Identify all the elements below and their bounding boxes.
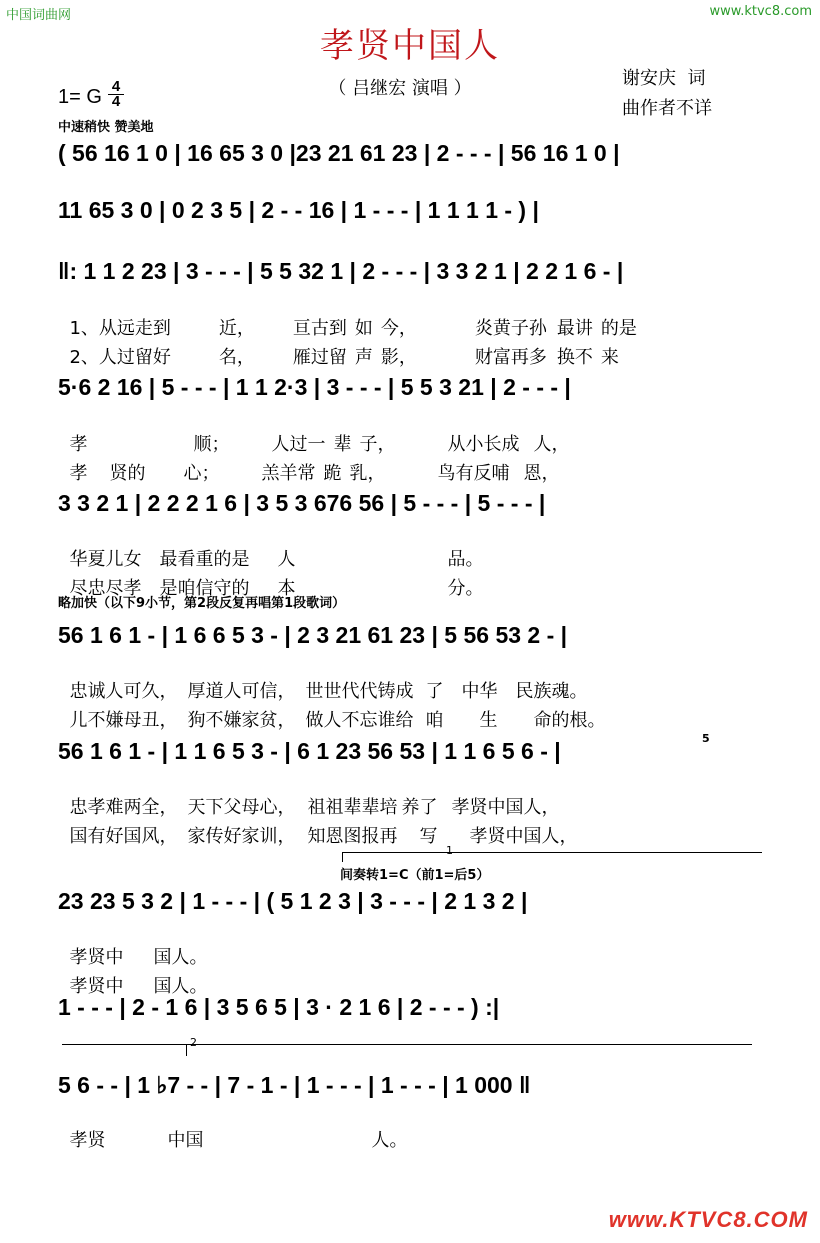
lyric-segment: 家传好家训， xyxy=(187,826,296,847)
key-signature: 1= G xyxy=(58,86,102,108)
notation-row-7: 56 1 6 1 - | 1 1 6 5 3 - | 6 1 23 56 53 | 1 1 6 5 6 - | xyxy=(58,738,561,764)
lyric-segment: 心； xyxy=(183,463,220,484)
lyric-segment: 顺； xyxy=(193,434,230,455)
lyric-segment: 民族魂。 xyxy=(515,681,588,702)
notation-row-3: ‖: 1 1 2 23 | 3 - - - | 5 5 32 1 | 2 - - - | 3 3 2 1 | 2 2 1 6 - | xyxy=(58,258,624,284)
lyric-segment: 分。 xyxy=(447,578,484,599)
singer-credit: （ 吕继宏 演唱 ） xyxy=(328,78,472,99)
lyric-segment: 2、人过留好 xyxy=(69,347,171,368)
lyric-segment: 近， xyxy=(218,318,255,339)
lyric-segment: 孝贤中国人， xyxy=(451,797,560,818)
lyric-segment: 儿不嫌母丑， xyxy=(69,710,178,731)
lyric-segment: 国有好国风， xyxy=(69,826,178,847)
notation-row-2: 11 65 3 0 | 0 2 3 5 | 2 - - 16 | 1 - - - | 1 1 1 1 - ) | xyxy=(58,197,539,223)
lyric-segment: 孝贤中 xyxy=(69,976,124,997)
interlude-note: 间奏转1=C（前1=后5） xyxy=(340,868,490,883)
volta-1-label: 1 xyxy=(446,844,453,857)
lyrics-row-6-verse-2 xyxy=(58,685,605,732)
lyric-segment: 孝贤 xyxy=(69,1130,106,1151)
lyric-segment: 声 xyxy=(354,347,373,368)
lyric-segment: 最讲 xyxy=(556,318,593,339)
lyric-segment: 辈 xyxy=(333,434,352,455)
lyric-segment: 祖祖辈辈培 xyxy=(307,797,398,818)
lyric-segment: 咱 xyxy=(425,710,444,731)
lyric-segment: 写 xyxy=(419,826,438,847)
lyrics-row-10 xyxy=(58,1105,407,1152)
lyric-segment: 养了 xyxy=(401,797,438,818)
site-watermark: www.KTVC8.COM xyxy=(608,1207,808,1232)
notation-row-8: 23 23 5 3 2 | 1 - - - | ( 5 1 2 3 | 3 - - - | 2 1 3 2 | xyxy=(58,888,528,914)
lyric-segment: 狗不嫌家贫， xyxy=(187,710,296,731)
lyric-segment: 换不 xyxy=(556,347,593,368)
lyric-segment: 的是 xyxy=(600,318,637,339)
lyric-segment: 孝 xyxy=(69,434,88,455)
lyric-segment: 孝贤中 xyxy=(69,947,124,968)
lyric-segment: 忠诚人可久， xyxy=(69,681,178,702)
lyric-segment: 本 xyxy=(277,578,296,599)
lyric-segment: 是咱信守的 xyxy=(159,578,250,599)
lyric-segment: 从小长成 xyxy=(447,434,520,455)
lyric-segment: 贤的 xyxy=(109,463,146,484)
lyric-segment: 品。 xyxy=(447,549,484,570)
lyric-segment: 来 xyxy=(600,347,619,368)
notation-row-1: ( 56 16 1 0 | 16 65 3 0 |23 21 61 23 | 2 - - - | 56 16 1 0 | xyxy=(58,140,620,166)
lyric-segment: 厚道人可信， xyxy=(187,681,296,702)
lyrics-row-7-verse-2 xyxy=(58,801,577,848)
lyric-segment: 忠孝难两全， xyxy=(69,797,178,818)
volta-2-label: 2 xyxy=(190,1036,197,1049)
site-name-left[interactable]: 中国词曲网 xyxy=(6,8,72,23)
lyric-segment: 做人不忘谁给 xyxy=(305,710,414,731)
lyric-segment: 国人。 xyxy=(153,976,208,997)
lyric-segment: 雁过留 xyxy=(292,347,347,368)
lyric-segment: 中华 xyxy=(461,681,498,702)
lyric-segment: 羔羊常 xyxy=(261,463,316,484)
site-url-right[interactable]: www.ktvc8.com xyxy=(709,4,812,19)
lyricist-credit: 谢安庆 词 xyxy=(622,68,706,89)
section-note: 略加快（以下9小节，第2段反复再唱第1段歌词） xyxy=(58,596,346,611)
lyric-segment: 中国 xyxy=(167,1130,204,1151)
lyric-segment: 人 xyxy=(277,549,296,570)
time-signature xyxy=(108,80,124,109)
lyric-segment: 人过一 xyxy=(271,434,326,455)
lyric-segment: 华夏儿女 xyxy=(69,549,142,570)
lyric-segment: 命的根。 xyxy=(533,710,606,731)
grace-note: 5 xyxy=(702,732,710,745)
lyric-segment: 今， xyxy=(380,318,417,339)
lyrics-row-8-verse-2 xyxy=(58,951,207,998)
lyric-segment: 天下父母心， xyxy=(187,797,296,818)
lyric-segment: 财富再多 xyxy=(474,347,547,368)
lyric-segment: 人， xyxy=(533,434,570,455)
lyric-segment: 尽忠尽孝 xyxy=(69,578,142,599)
time-top: 4 xyxy=(111,78,121,95)
volta-bracket-2-tick xyxy=(186,1044,187,1056)
song-title: 孝贤中国人 xyxy=(320,26,500,66)
lyric-segment: 鸟有反哺 xyxy=(437,463,510,484)
lyric-segment: 名， xyxy=(218,347,255,368)
lyric-segment: 孝贤中国人， xyxy=(469,826,578,847)
volta-bracket-1 xyxy=(342,852,762,853)
lyric-segment: 恩， xyxy=(523,463,560,484)
composer-credit: 曲作者不详 xyxy=(622,98,712,119)
lyric-segment: 了 xyxy=(425,681,444,702)
lyric-segment: 炎黄子孙 xyxy=(474,318,547,339)
lyric-segment: 影， xyxy=(380,347,417,368)
lyrics-row-3-verse-2 xyxy=(58,322,619,369)
lyric-segment: 最看重的是 xyxy=(159,549,250,570)
notation-row-6: 56 1 6 1 - | 1 6 6 5 3 - | 2 3 21 61 23 | 5 56 53 2 - | xyxy=(58,622,568,648)
tempo-marking: 中速稍快 赞美地 xyxy=(58,120,154,135)
volta-bracket-2 xyxy=(62,1044,752,1045)
notation-row-5: 3 3 2 1 | 2 2 2 1 6 | 3 5 3 676 56 | 5 - - - | 5 - - - | xyxy=(58,490,546,516)
lyric-segment: 知恩图报再 xyxy=(307,826,398,847)
notation-row-4: 5·6 2 16 | 5 - - - | 1 1 2·3 | 3 - - - | 5 5 3 21 | 2 - - - | xyxy=(58,374,571,400)
lyric-segment: 乳， xyxy=(349,463,386,484)
notation-row-9: 1 - - - | 2 - 1 6 | 3 5 6 5 | 3 · 2 1 6 | 2 - - - ) :| xyxy=(58,994,500,1020)
time-bottom: 4 xyxy=(108,94,124,109)
notation-row-10: 5 6 - - | 1 ♭7 - - | 7 - 1 - | 1 - - - | 1 - - - | 1 000 ‖ xyxy=(58,1072,531,1098)
lyric-segment: 1、从远走到 xyxy=(69,318,171,339)
lyric-segment: 孝 xyxy=(69,463,88,484)
lyric-segment: 国人。 xyxy=(153,947,208,968)
lyric-segment: 跪 xyxy=(323,463,342,484)
lyrics-row-4-verse-2 xyxy=(58,438,559,485)
lyric-segment: 亘古到 xyxy=(292,318,347,339)
lyric-segment: 人。 xyxy=(371,1130,408,1151)
lyric-segment: 如 xyxy=(354,318,373,339)
volta-bracket-1-tick xyxy=(342,852,343,862)
lyric-segment: 生 xyxy=(479,710,498,731)
lyric-segment: 世世代代铸成 xyxy=(305,681,414,702)
lyric-segment: 子， xyxy=(359,434,396,455)
